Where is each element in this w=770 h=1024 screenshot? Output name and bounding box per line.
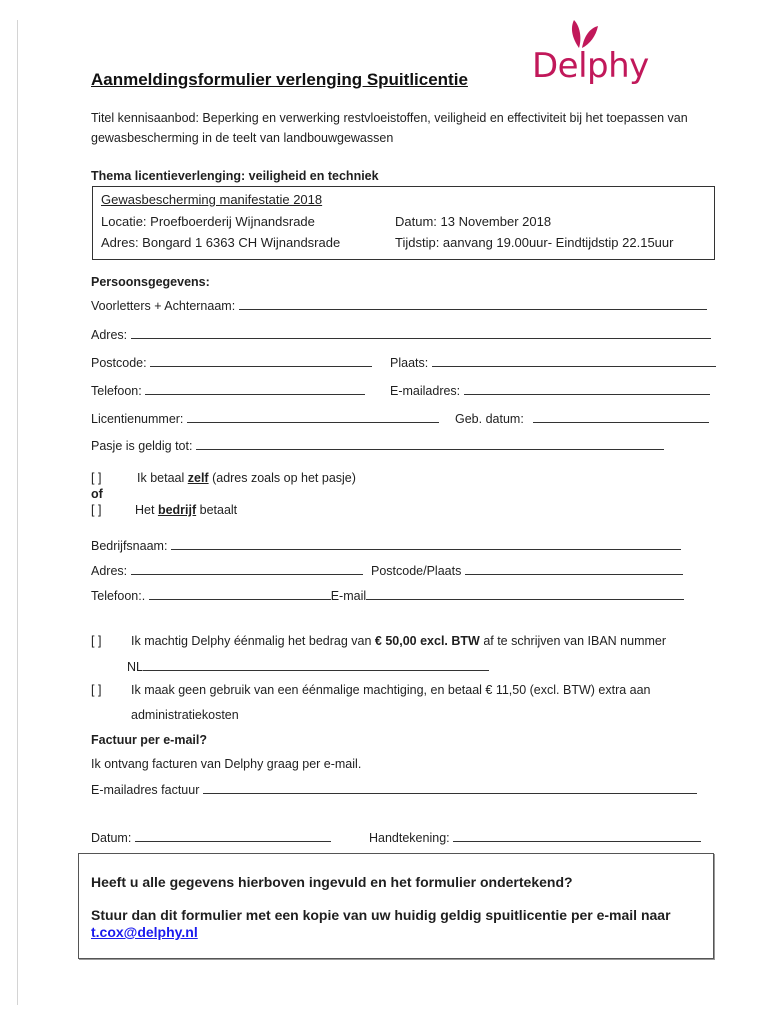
self-pay-suffix: (adres zoals op het pasje) [212, 471, 356, 485]
self-pay-checkbox[interactable]: [ ] [91, 471, 102, 485]
mandate-option [131, 634, 666, 648]
mandate-suffix: af te schrijven van IBAN nummer [483, 634, 667, 648]
company-pay-bold: bedrijf [157, 503, 197, 517]
iban-field[interactable] [127, 658, 489, 674]
address-label: Adres: [91, 328, 128, 342]
event-date: Datum: 13 November 2018 [395, 214, 552, 229]
sign-date-line[interactable] [135, 829, 331, 842]
delphy-logo [532, 18, 654, 86]
birthdate-label: Geb. datum: [455, 412, 524, 426]
invoice-email-label: E-mailadres factuur [91, 783, 200, 797]
birthdate-field[interactable] [455, 410, 709, 426]
address-field[interactable] [91, 326, 711, 342]
event-address: Adres: Bongard 1 6363 CH Wijnandsrade [101, 235, 341, 250]
invoice-text: Ik ontvang facturen van Delphy graag per e-mail. [91, 757, 362, 771]
sign-date-label: Datum: [91, 831, 132, 845]
notice-question: Heeft u alle gegevens hierboven ingevuld en het formulier ondertekend? [91, 874, 573, 890]
company-address-label: Adres: [91, 564, 128, 578]
no-mandate-text-2: administratiekosten [131, 708, 239, 722]
page-edge-line [17, 20, 18, 1005]
event-location: Locatie: Proefboerderij Wijnandsrade [101, 214, 315, 229]
form-title: Aanmeldingsformulier verlenging Spuitlicentie [91, 70, 468, 89]
no-mandate-checkbox[interactable]: [ ] [91, 683, 102, 697]
personal-heading: Persoonsgegevens: [91, 275, 210, 289]
invoice-heading: Factuur per e-mail? [91, 733, 207, 747]
license-field[interactable] [91, 410, 439, 426]
postcode-line[interactable] [150, 354, 372, 367]
event-name: Gewasbescherming manifestatie 2018 [101, 192, 323, 207]
notice-instruction-text: Stuur dan dit formulier met een kopie van uw huidig geldig spuitlicentie per e-mail naar [91, 907, 671, 923]
postcode-label: Postcode: [91, 356, 147, 370]
mandate-amount: € 50,00 excl. BTW [374, 634, 480, 648]
city-label: Plaats: [390, 356, 429, 370]
company-pay-prefix: Het [135, 503, 155, 517]
company-postcode-field[interactable] [371, 562, 683, 578]
company-address-line[interactable] [131, 562, 363, 575]
company-postcode-line[interactable] [465, 562, 683, 575]
city-line[interactable] [432, 354, 716, 367]
notice-box [78, 853, 714, 959]
name-field[interactable] [91, 297, 707, 313]
iban-line[interactable] [143, 658, 489, 671]
company-name-field[interactable] [91, 537, 681, 553]
signature-label: Handtekening: [369, 831, 450, 845]
signature-line[interactable] [453, 829, 701, 842]
or-text: of [91, 487, 103, 501]
self-pay-bold: zelf [187, 471, 209, 485]
invoice-email-field[interactable] [91, 781, 697, 797]
name-line[interactable] [239, 297, 707, 310]
email-line[interactable] [464, 382, 710, 395]
company-phone-label: Telefoon:. [91, 589, 146, 603]
mandate-prefix: Ik machtig Delphy éénmalig het bedrag van [131, 634, 372, 648]
postcode-field[interactable] [91, 354, 372, 370]
phone-line[interactable] [145, 382, 365, 395]
iban-prefix: NL [127, 660, 143, 674]
company-postcode-label: Postcode/Plaats [371, 564, 462, 578]
name-label: Voorletters + Achternaam: [91, 299, 236, 313]
event-time: Tijdstip: aanvang 19.00uur- Eindtijdstip 22.15uur [395, 235, 674, 250]
license-line[interactable] [187, 410, 439, 423]
license-label: Licentienummer: [91, 412, 184, 426]
company-pay-checkbox[interactable]: [ ] [91, 503, 102, 517]
phone-field[interactable] [91, 382, 365, 398]
signature-field[interactable] [369, 829, 701, 845]
company-pay-suffix: betaalt [199, 503, 238, 517]
city-field[interactable] [390, 354, 716, 370]
address-line[interactable] [131, 326, 711, 339]
contact-email-link[interactable]: t.cox@delphy.nl [91, 924, 198, 940]
logo-text: Delphy [532, 46, 649, 86]
theme-heading: Thema licentieverlenging: veiligheid en techniek [91, 169, 379, 183]
company-name-label: Bedrijfsnaam: [91, 539, 168, 553]
self-pay-option [137, 471, 356, 485]
sign-date-field[interactable] [91, 829, 331, 845]
company-address-field[interactable] [91, 562, 363, 578]
valid-until-line[interactable] [196, 437, 664, 450]
birthdate-line[interactable] [533, 410, 709, 423]
phone-label: Telefoon: [91, 384, 142, 398]
company-email-label: E-mail [330, 589, 367, 603]
company-name-line[interactable] [171, 537, 681, 550]
valid-until-field[interactable] [91, 437, 664, 453]
company-phone-line[interactable] [149, 587, 331, 600]
company-phone-field[interactable] [91, 587, 684, 603]
notice-instruction [91, 907, 701, 941]
company-email-line[interactable] [366, 587, 684, 600]
event-box [92, 186, 715, 260]
valid-until-label: Pasje is geldig tot: [91, 439, 193, 453]
company-pay-option [135, 503, 237, 517]
course-description: Titel kennisaanbod: Beperking en verwerking restvloeistoffen, veiligheid en effectiviteit bij het toepassen van gewasbescherming in de teelt van landbouwgewassen [91, 111, 688, 145]
mandate-checkbox[interactable]: [ ] [91, 634, 102, 648]
invoice-email-line[interactable] [203, 781, 697, 794]
email-field[interactable] [390, 382, 710, 398]
no-mandate-text: Ik maak geen gebruik van een éénmalige machtiging, en betaal € 11,50 (excl. BTW) extra aan [131, 683, 651, 697]
email-label: E-mailadres: [390, 384, 461, 398]
self-pay-prefix: Ik betaal [137, 471, 185, 485]
